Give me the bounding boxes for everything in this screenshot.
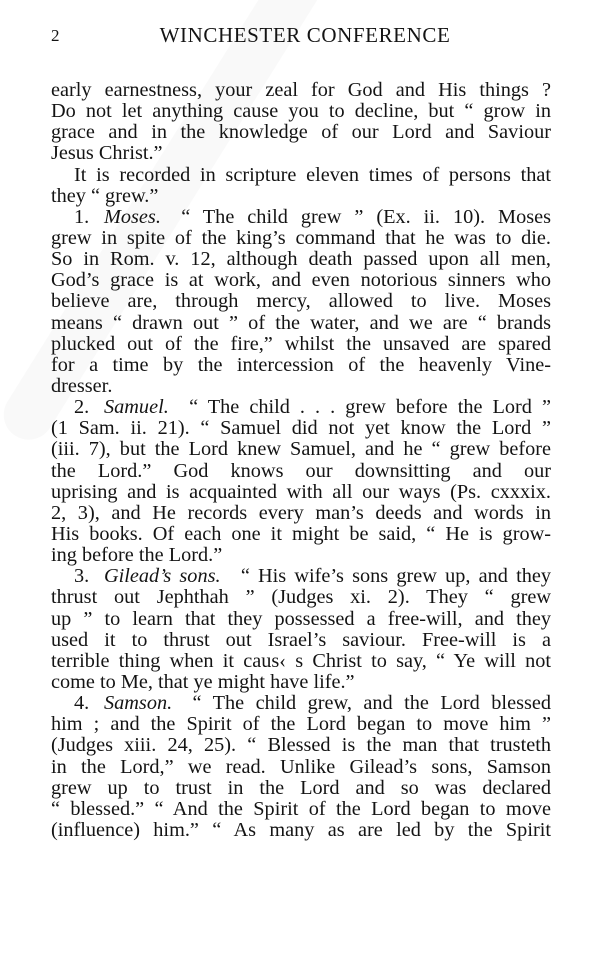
line-text: (1 Sam. ii. 21). “ Samuel did not yet know the Lord ” [51,417,551,440]
text-line [51,355,551,376]
text-line [51,630,551,651]
item-heading: Gilead’s sons. [104,565,221,588]
line-text: dresser. [51,374,113,397]
text-line [51,503,551,524]
line-text: for a time by the intercession of the heavenly Vine- [51,353,551,376]
text-line [51,397,551,418]
line-text: early earnestness, your zeal for God and His things ? [51,79,551,101]
line-text: (iii. 7), but the Lord knew Samuel, and he “ grew before [51,438,551,461]
line-text: grew up to trust in the Lord and so was declared [51,776,551,799]
line-text: Do not let anything cause you to decline, but “ grow in [51,100,551,123]
text-line [51,672,551,693]
line-text: terrible thing when it caus‹ s Christ to say, “ Ye will not [51,649,551,672]
line-text: means “ drawn out ” of the water, and we are “ brands [51,311,551,334]
line-text: used it to thrust out Israel’s saviour. Free-will is a [51,628,551,651]
text-line [51,101,551,122]
body-text [51,80,551,841]
running-title: WINCHESTER CONFERENCE [159,23,451,47]
text-line [51,122,551,143]
text-line [51,545,551,566]
text-line [51,524,551,545]
text-line [51,165,551,186]
item-number: 1. [74,205,90,228]
text-line [51,207,551,228]
line-text: him ; and the Spirit of the Lord began to move him ” [51,713,551,736]
line-text: Jesus Christ.” [51,142,163,165]
text-line [51,735,551,756]
line-text: they “ grew.” [51,184,159,207]
text-line [51,799,551,820]
text-line [51,418,551,439]
text-line [51,587,551,608]
text-line [51,566,551,587]
text-line [51,482,551,503]
text-line [51,757,551,778]
item-number: 3. [74,565,90,588]
text-line [51,270,551,291]
line-text: up ” to learn that they possessed a free-will, and they [51,607,551,630]
line-text: It is recorded in scripture eleven times of persons that [74,163,551,186]
item-number: 2. [74,396,90,419]
page-number: 2 [51,26,60,45]
line-text: God’s grace is at work, and even notorious sinners who [51,269,551,292]
text-line [51,609,551,630]
line-text: (Judges xiii. 24, 25). “ Blessed is the man that trusteth [51,734,551,757]
text-line [51,313,551,334]
line-text: ing before the Lord.” [51,544,223,567]
text-line [51,249,551,270]
line-text: “ The child grew, and the Lord blessed [192,692,551,715]
text-line [51,820,551,841]
text-line [51,714,551,735]
line-text: grace and in the knowledge of our Lord and Saviour [51,121,551,144]
line-text: thrust out Jephthah ” (Judges xi. 2). They “ grew [51,586,551,609]
item-heading: Moses. [104,205,161,228]
text-line [51,693,551,714]
line-text: grew in spite of the king’s command that he was to die. [51,226,551,249]
text-line [51,334,551,355]
line-text: His books. Of each one it might be said, “ He is grow- [51,522,551,545]
text-line [51,143,551,164]
item-heading: Samson. [104,692,173,715]
item-heading: Samuel. [104,396,169,419]
text-line [51,461,551,482]
text-line [51,186,551,207]
item-number: 4. [74,692,90,715]
line-text: in the Lord,” we read. Unlike Gilead’s sons, Samson [51,755,551,778]
line-text: “ His wife’s sons grew up, and they [240,565,551,588]
line-text: (influence) him.” “ As many as are led by the Spirit [51,818,551,841]
line-text: 2, 3), and He records every man’s deeds and words in [51,501,551,524]
line-text: So in Rom. v. 12, although death passed upon all men, [51,248,551,271]
line-text: “ blessed.” “ And the Spirit of the Lord began to move [51,797,551,820]
text-line [51,291,551,312]
line-text: “ The child . . . grew before the Lord ” [189,396,551,419]
text-line [51,778,551,799]
text-line [51,228,551,249]
line-text: come to Me, that ye might have life.” [51,670,355,693]
text-line [51,651,551,672]
line-text: the Lord.” God knows our downsitting and our [51,459,551,482]
text-line [51,376,551,397]
line-text: believe are, through mercy, allowed to live. Moses [51,290,551,313]
line-text: uprising and is acquainted with all our ways (Ps. cxxxix. [51,480,551,503]
line-text: “ The child grew ” (Ex. ii. 10). Moses [181,205,551,228]
line-text: plucked out of the fire,” whilst the unsaved are spared [51,332,551,355]
text-line [51,439,551,460]
text-line [51,80,551,101]
